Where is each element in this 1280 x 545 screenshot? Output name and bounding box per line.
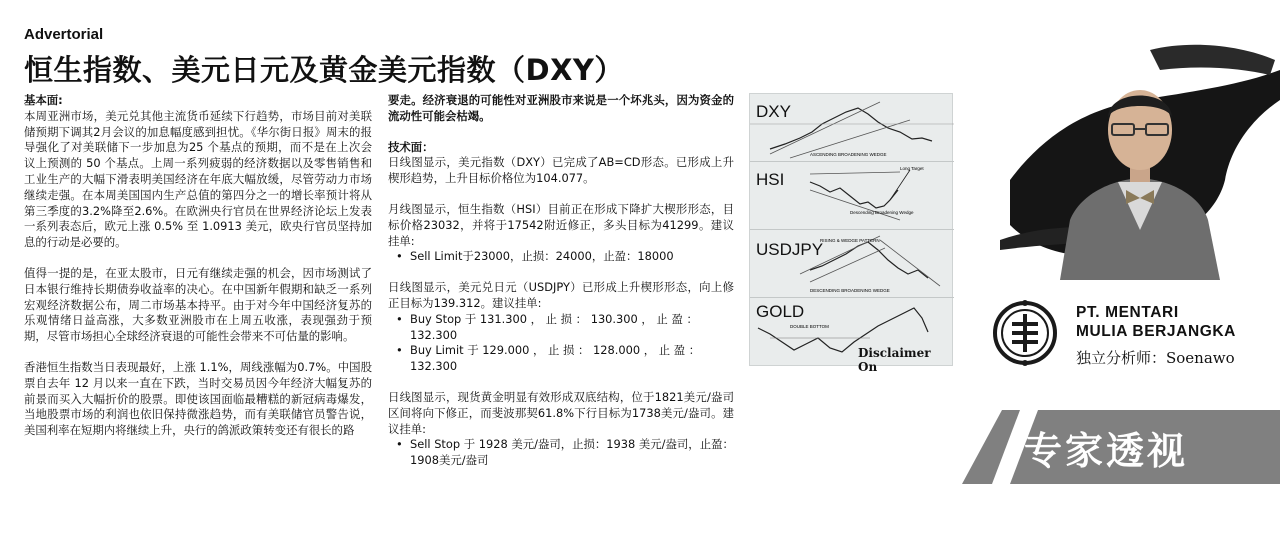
hsi-paragraph: 月线图显示，恒生指数（HSI）目前正在形成下降扩大楔形形态，目标价格23032，并将于17542附近修正，多头目标为41299。建议挂单: <box>388 201 734 248</box>
gold-paragraph: 日线图显示，现货黄金明显有效形成双底结构，位于1821美元/盎司区间将向下修正，而斐波那契61.8%下行目标为1738美元/盎司。建议挂单: <box>388 389 734 436</box>
analyst-photo <box>1000 30 1280 280</box>
technical-heading: 技术面： <box>388 139 434 154</box>
hsi-chart <box>750 162 954 230</box>
advertorial-tag: Advertorial <box>24 26 104 43</box>
company-name-line-1: PT. MENTARI <box>1076 304 1179 321</box>
dxy-annotation: ASCENDING BROADENING WEDGE <box>810 152 887 157</box>
chart-thumbnails <box>749 93 953 374</box>
headline: 恒生指数、美元日元及黄金美元指数（DXY） <box>24 53 624 87</box>
chart-label-usdjpy: USDJPY <box>756 240 824 259</box>
paragraph: 本周亚洲市场，美元兑其他主流货币延续下行趋势，市场目前对美联储预期下调其2月会议的加息幅度感到担忧。《华尔街日报》周末的报导强化了对美联储下一步加息为25 个基点的预期，而不是在上次会议上预测的 50 个基点。上周一系列疲弱的经济数据以及零售销售和工业生产的大幅下滑表明美国经济在年底大幅放缓，尽管劳动力市场继续走强。在本周美国国内生产总值的第四分之一的增长率预计将从第三季度的3.2%降至2.6%。在欧洲央行官员在世界经济论坛上发表一系列表态后，欧元上涨 0.5% 至 1.0913 美元，欧央行官员坚持加息的行动是必要的。 <box>24 108 372 250</box>
list-item: • Buy Stop 于 131.300 ， 止 损 ： 130.300 ， 止 盈 ： 132.300 <box>388 312 734 344</box>
paragraph: 值得一提的是，在亚太股市，日元有继续走强的机会，因市场测试了日本银行维持长期债券收益率的决心。在中国新年假期和缺乏一系列宏观经济数据公布，周二市场基本持平。由于对今年中国经济复苏的乐观情绪日益高涨，大多数亚洲股市在上周五收涨，表现强劲于预期，尽管市场担心全球经济衰退的可能性会带来不可估量的影响。 <box>24 265 372 344</box>
article-column-1 <box>24 93 372 454</box>
expert-view-banner-text: 专家透视 <box>1024 429 1189 473</box>
chart-label-dxy: DXY <box>756 102 791 121</box>
chart-label-gold: GOLD <box>756 302 805 321</box>
fundamentals-heading: 基本面: <box>24 93 63 107</box>
usdjpy-annotation-bottom: DESCENDING BROADENING WEDGE <box>810 288 890 293</box>
article-column-2 <box>388 93 734 484</box>
disclaimer-stamp: Disclaimer On <box>858 346 931 374</box>
usdjpy-chart <box>750 230 954 298</box>
list-item: • Sell Stop 于 1928 美元/盎司，止损：1938 美元/盎司，止盈：1908美元/盎司 <box>388 437 734 469</box>
list-item: • Sell Limit于23000，止损：24000，止盈：18000 <box>388 249 734 265</box>
list-item: • Buy Limit 于 129.000 ， 止 损 ： 128.000 ， 止 盈 ： 132.300 <box>388 343 734 375</box>
hsi-annotation-top: Long Target <box>900 166 924 171</box>
analyst-credit: 独立分析师：Soenawo <box>1076 349 1235 367</box>
usdjpy-order-list <box>388 312 734 375</box>
usdjpy-paragraph: 日线图显示，美元兑日元（USDJPY）已形成上升楔形形态，向上修正目标为139.312。建议挂单: <box>388 280 734 310</box>
chart-label-hsi: HSI <box>756 170 785 189</box>
dxy-paragraph: 日线图显示，美元指数（DXY）已完成了AB=CD形态。已形成上升楔形趋势，上升目标价格位为104.077。 <box>388 155 734 186</box>
company-name <box>1076 303 1236 341</box>
hsi-annotation-bottom: Descending Broadening Wedge <box>850 210 914 215</box>
gold-order-list <box>388 437 734 469</box>
paragraph-continuation: 要走。经济衰退的可能性对亚洲股市来说是一个坏兆头，因为资金的流动性可能会枯竭。 <box>388 93 734 123</box>
hsi-order-list <box>388 249 734 265</box>
usdjpy-annotation-top: RISING & WEDGE PATTERN <box>820 238 880 243</box>
company-name-line-2: MULIA BERJANGKA <box>1076 323 1236 340</box>
company-logo <box>992 300 1058 366</box>
dxy-chart <box>750 94 954 162</box>
paragraph: 香港恒生指数当日表现最好，上涨 1.1%，周线涨幅为0.7%。中国股票自去年 12 月以来一直在下跌，当时交易员因今年经济大幅复苏的前景而买入大幅折价的股票。即使该国面临最糟糕的新冠病毒爆发，当地股票市场的利润也依旧保持微涨趋势，而有美联储官员警告说，美国利率在短期内将继续上升，央行的鸽派政策转变还有很长的路 <box>24 359 372 438</box>
gold-annotation: DOUBLE BOTTOM <box>790 324 829 329</box>
